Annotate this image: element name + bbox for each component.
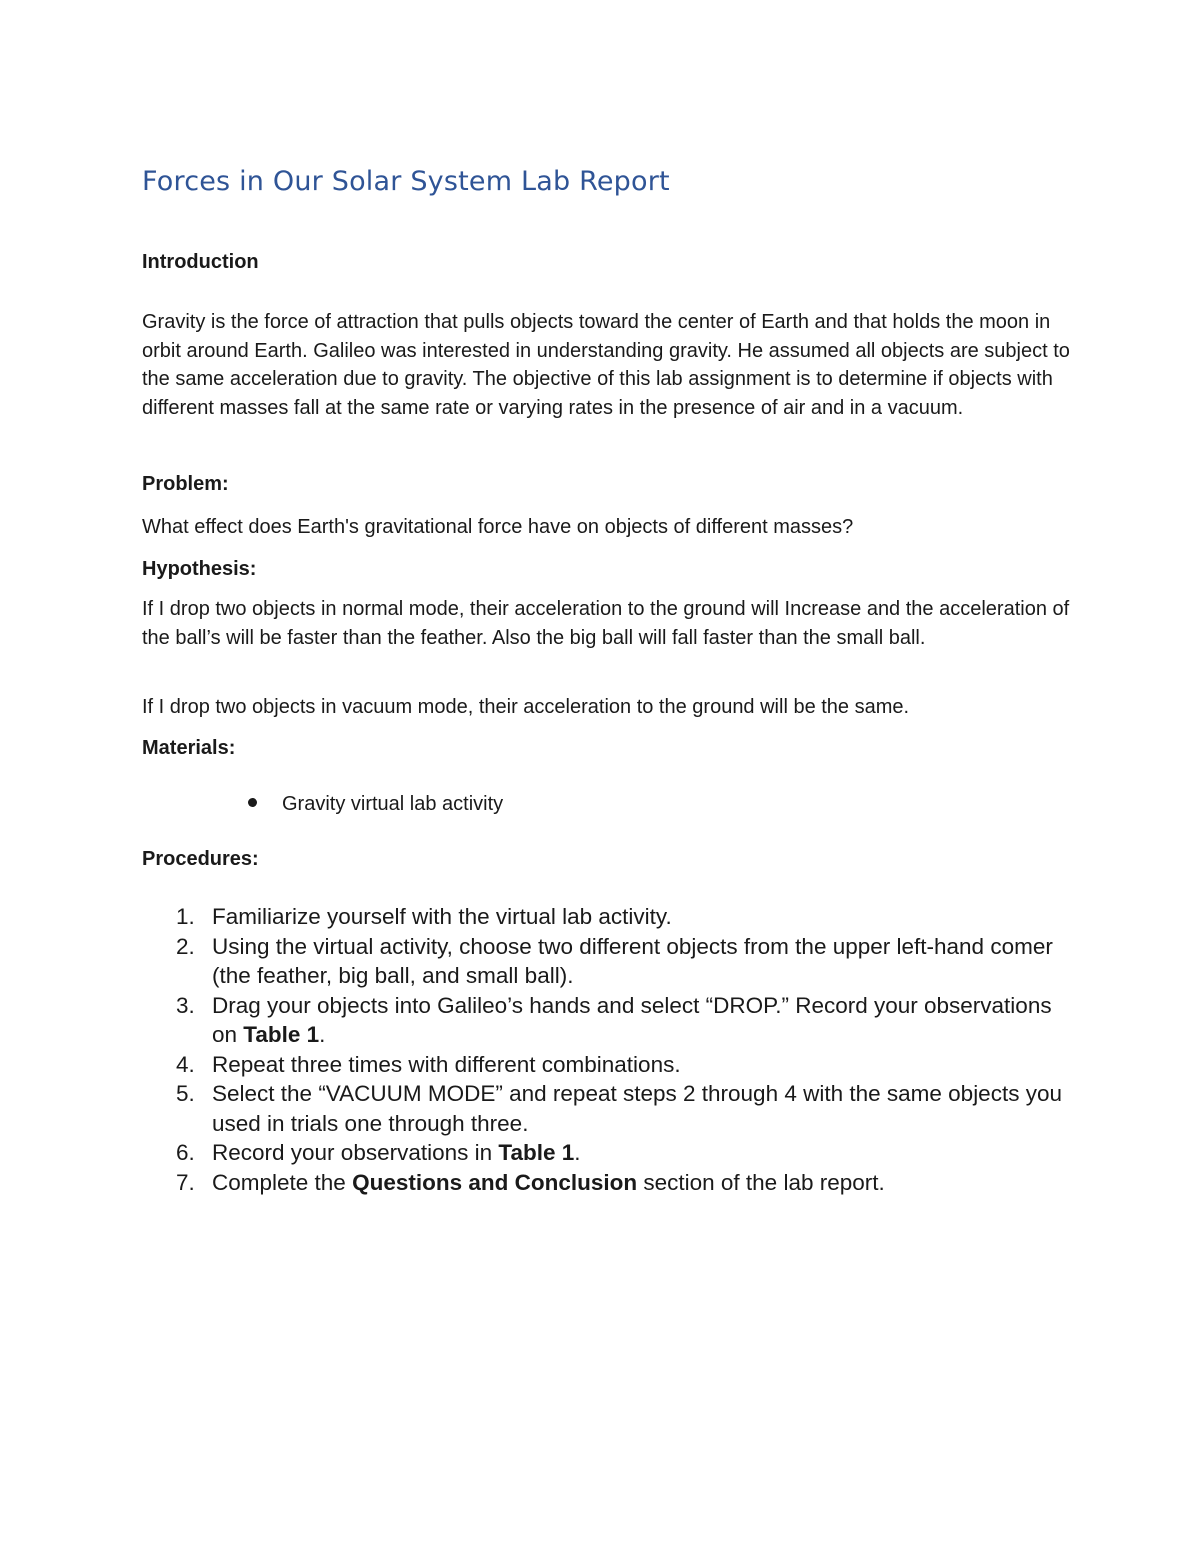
bullet-icon [248,798,257,807]
procedure-step-text: Complete the Questions and Conclusion section of the lab report. [212,1169,885,1195]
procedure-step-text: Select the “VACUUM MODE” and repeat steps 2 through 4 with the same objects you used in trials one through three. [212,1081,1062,1136]
materials-heading: Materials: [142,737,236,759]
procedure-step [172,1050,1072,1080]
procedure-step [172,1138,1072,1168]
procedure-step-text: Repeat three times with different combinations. [212,1051,681,1077]
procedure-step-text: Drag your objects into Galileo’s hands and select “DROP.” Record your observations on Table 1. [212,992,1052,1047]
procedure-step-text: Using the virtual activity, choose two different objects from the upper left-hand comer (the feather, big ball, and small ball). [212,933,1053,988]
hypothesis-heading: Hypothesis: [142,558,257,580]
procedure-step [172,1079,1072,1138]
procedure-step-number: 1. [176,904,195,929]
section-reference: Questions and Conclusion [352,1169,638,1195]
hypothesis-paragraph-2: If I drop two objects in vacuum mode, their acceleration to the ground will be the same. [142,696,910,718]
procedures-list [172,902,1072,1197]
materials-item-label: Gravity virtual lab activity [282,793,504,815]
procedure-step-number: 7. [176,1169,195,1195]
hypothesis-paragraph-1: If I drop two objects in normal mode, their acceleration to the ground will Increase and the acceleration of the ball’s will be faster than the feather. Also the big ball will fall faster than the small ball. [142,598,1070,649]
table-reference: Table 1 [498,1140,575,1165]
procedures-heading: Procedures: [142,848,259,870]
procedure-step-number: 3. [176,992,195,1018]
procedure-step-number: 5. [176,1081,195,1106]
procedure-step-text: Record your observations in Table 1. [212,1140,581,1165]
procedure-step [172,1168,1072,1198]
procedure-step-text: Familiarize yourself with the virtual lab activity. [212,904,672,929]
materials-list-item [248,790,503,818]
document-title: Forces in Our Solar System Lab Report [142,166,670,197]
procedure-step-number: 6. [176,1140,195,1165]
procedure-step [172,902,1072,932]
introduction-heading: Introduction [142,251,259,273]
procedure-step-number: 4. [176,1051,195,1077]
table-reference: Table 1 [243,1022,320,1047]
procedure-step [172,932,1072,991]
problem-heading: Problem: [142,473,229,495]
procedure-step [172,991,1072,1050]
problem-text: What effect does Earth's gravitational force have on objects of different masses? [142,516,854,538]
introduction-text: Gravity is the force of attraction that pulls objects toward the center of Earth and that holds the moon in orbit around Earth. Galileo was interested in understanding gravity. He assumed all objects are subject to the same acceleration due to gravity. The objective of this lab assignment is to determine if objects with different masses fall at the same rate or varying rates in the presence of air and in a vacuum. [142,311,1070,419]
procedure-step-number: 2. [176,933,195,959]
